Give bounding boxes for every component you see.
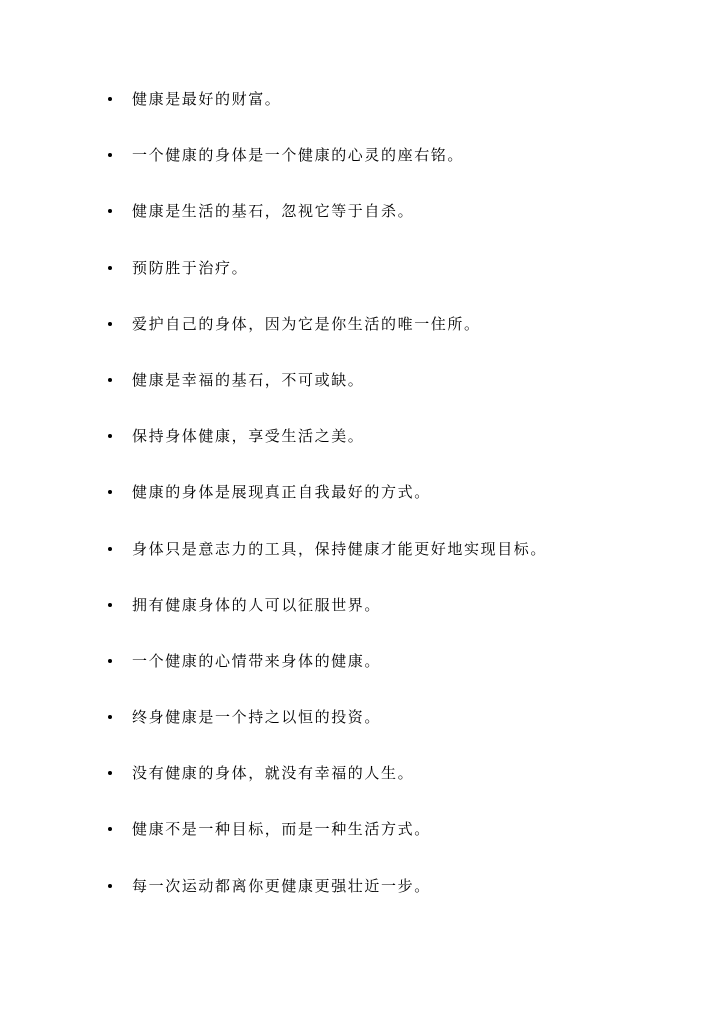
list-item <box>108 368 698 424</box>
bullet-icon <box>108 827 112 831</box>
bullet-icon <box>108 153 112 157</box>
quote-text: 一个健康的心情带来身体的健康。 <box>132 651 382 670</box>
bullet-icon <box>108 547 112 551</box>
quote-text: 爱护自己的身体，因为它是你生活的唯一住所。 <box>132 314 481 333</box>
list-item <box>108 424 698 480</box>
quote-text: 保持身体健康，享受生活之美。 <box>132 427 365 446</box>
bullet-icon <box>108 603 112 607</box>
bullet-icon <box>108 490 112 494</box>
bullet-icon <box>108 322 112 326</box>
quote-text: 健康不是一种目标，而是一种生活方式。 <box>132 820 431 839</box>
bullet-icon <box>108 715 112 719</box>
bullet-icon <box>108 266 112 270</box>
list-item <box>108 143 698 199</box>
quote-text: 每一次运动都离你更健康更强壮近一步。 <box>132 876 431 895</box>
list-item <box>108 649 698 705</box>
bullet-icon <box>108 434 112 438</box>
list-item <box>108 705 698 761</box>
quote-text: 预防胜于治疗。 <box>132 258 249 277</box>
quote-text: 终身健康是一个持之以恒的投资。 <box>132 708 382 727</box>
bullet-icon <box>108 97 112 101</box>
bullet-icon <box>108 209 112 213</box>
list-item <box>108 256 698 312</box>
list-item <box>108 593 698 649</box>
quote-text: 身体只是意志力的工具，保持健康才能更好地实现目标。 <box>132 539 548 558</box>
list-item <box>108 537 698 593</box>
list-item <box>108 480 698 536</box>
quote-text: 健康的身体是展现真正自我最好的方式。 <box>132 483 431 502</box>
quote-text: 拥有健康身体的人可以征服世界。 <box>132 595 382 614</box>
list-item <box>108 874 698 930</box>
quote-text: 健康是最好的财富。 <box>132 90 282 108</box>
quote-text: 一个健康的身体是一个健康的心灵的座右铭。 <box>132 146 465 165</box>
list-item <box>108 761 698 817</box>
list-item <box>108 817 698 873</box>
bullet-icon <box>108 378 112 382</box>
quote-text: 健康是生活的基石，忽视它等于自杀。 <box>132 202 415 221</box>
bullet-icon <box>108 659 112 663</box>
bullet-icon <box>108 884 112 888</box>
bullet-icon <box>108 771 112 775</box>
list-item <box>108 312 698 368</box>
list-item <box>108 199 698 255</box>
quote-text: 没有健康的身体，就没有幸福的人生。 <box>132 764 415 783</box>
quote-list <box>108 87 698 930</box>
list-item <box>108 87 698 143</box>
quote-text: 健康是幸福的基石，不可或缺。 <box>132 370 365 389</box>
